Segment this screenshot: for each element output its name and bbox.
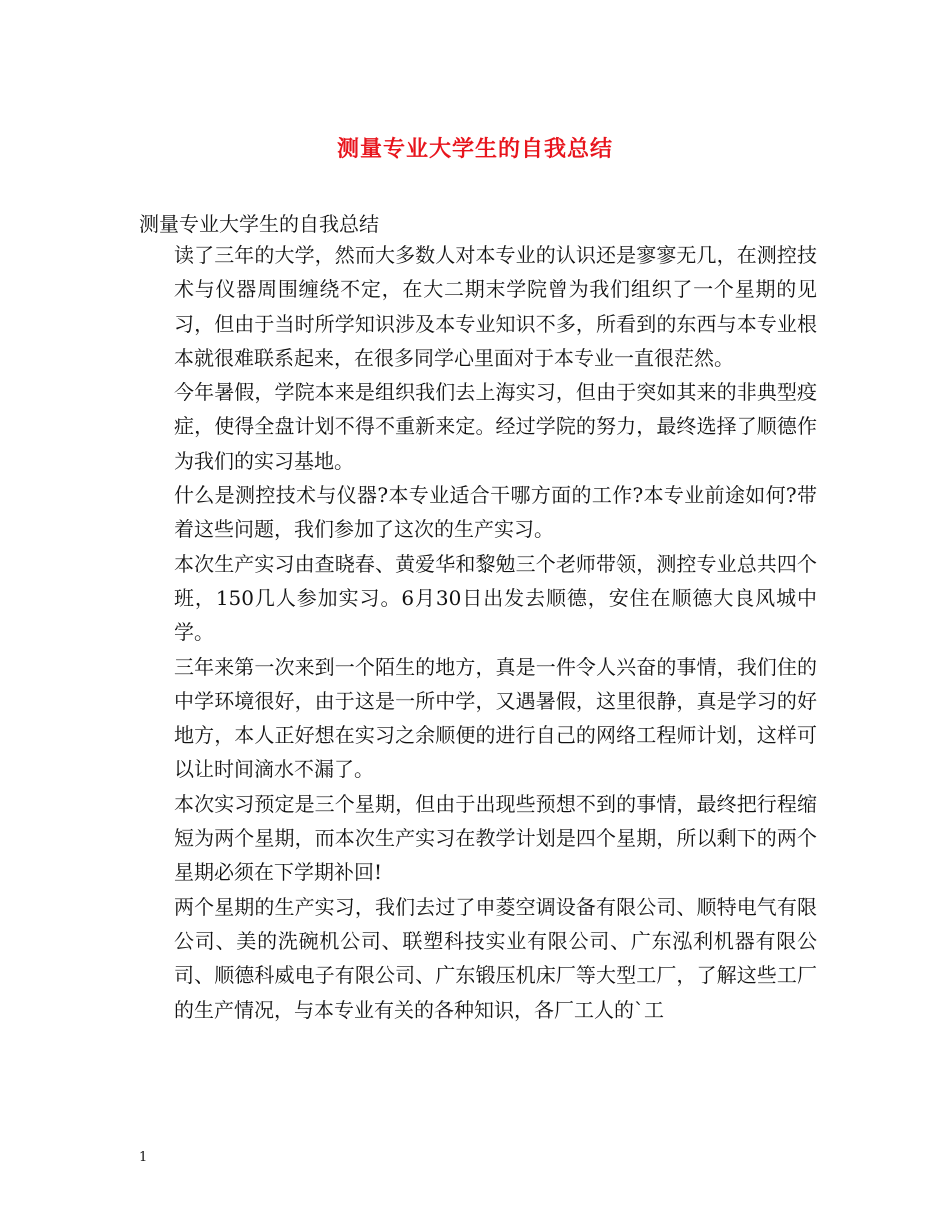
page-number: 1 <box>139 1150 148 1165</box>
paragraph-6: 本次实习预定是三个星期，但由于出现些预想不到的事情，最终把行程缩短为两个星期，而本次生产实习在教学计划是四个星期，所以剩下的两个星期必须在下学期补回! <box>174 791 817 885</box>
document-body <box>139 238 817 1027</box>
paragraph-2: 今年暑假，学院本来是组织我们去上海实习，但由于突如其来的非典型疫症，使得全盘计划不得不重新来定。经过学院的努力，最终选择了顺德作为我们的实习基地。 <box>174 380 817 473</box>
paragraph-7: 两个星期的生产实习，我们去过了申菱空调设备有限公司、顺特电气有限公司、美的洗碗机公司、联塑科技实业有限公司、广东泓利机器有限公司、顺德科威电子有限公司、广东锻压机床厂等大型工厂，了解这些工厂的生产情况，与本专业有关的各种知识，各厂工人的`工 <box>174 894 817 1022</box>
document-title: 测量专业大学生的自我总结 <box>336 136 613 162</box>
paragraph-3: 什么是测控技术与仪器?本专业适合干哪方面的工作?本专业前途如何?带着这些问题，我们参加了这次的生产实习。 <box>174 483 817 542</box>
document-subtitle: 测量专业大学生的自我总结 <box>139 212 379 236</box>
paragraph-4: 本次生产实习由查晓春、黄爱华和黎勉三个老师带领，测控专业总共四个班，150几人参加实习。6月30日出发去顺德，安住在顺德大良风城中学。 <box>174 551 817 645</box>
paragraph-1: 读了三年的大学，然而大多数人对本专业的认识还是寥寥无几，在测控技术与仪器周围缠绕不定，在大二期末学院曾为我们组织了一个星期的见习，但由于当时所学知识涉及本专业知识不多，所看到的东西与本专业根本就很难联系起来，在很多同学心里面对于本专业一直很茫然。 <box>174 243 817 370</box>
paragraph-5: 三年来第一次来到一个陌生的地方，真是一件令人兴奋的事情，我们住的中学环境很好，由于这是一所中学，又遇暑假，这里很静，真是学习的好地方，本人正好想在实习之余顺便的进行自己的网络工程师计划，这样可以让时间滴水不漏了。 <box>174 654 817 782</box>
